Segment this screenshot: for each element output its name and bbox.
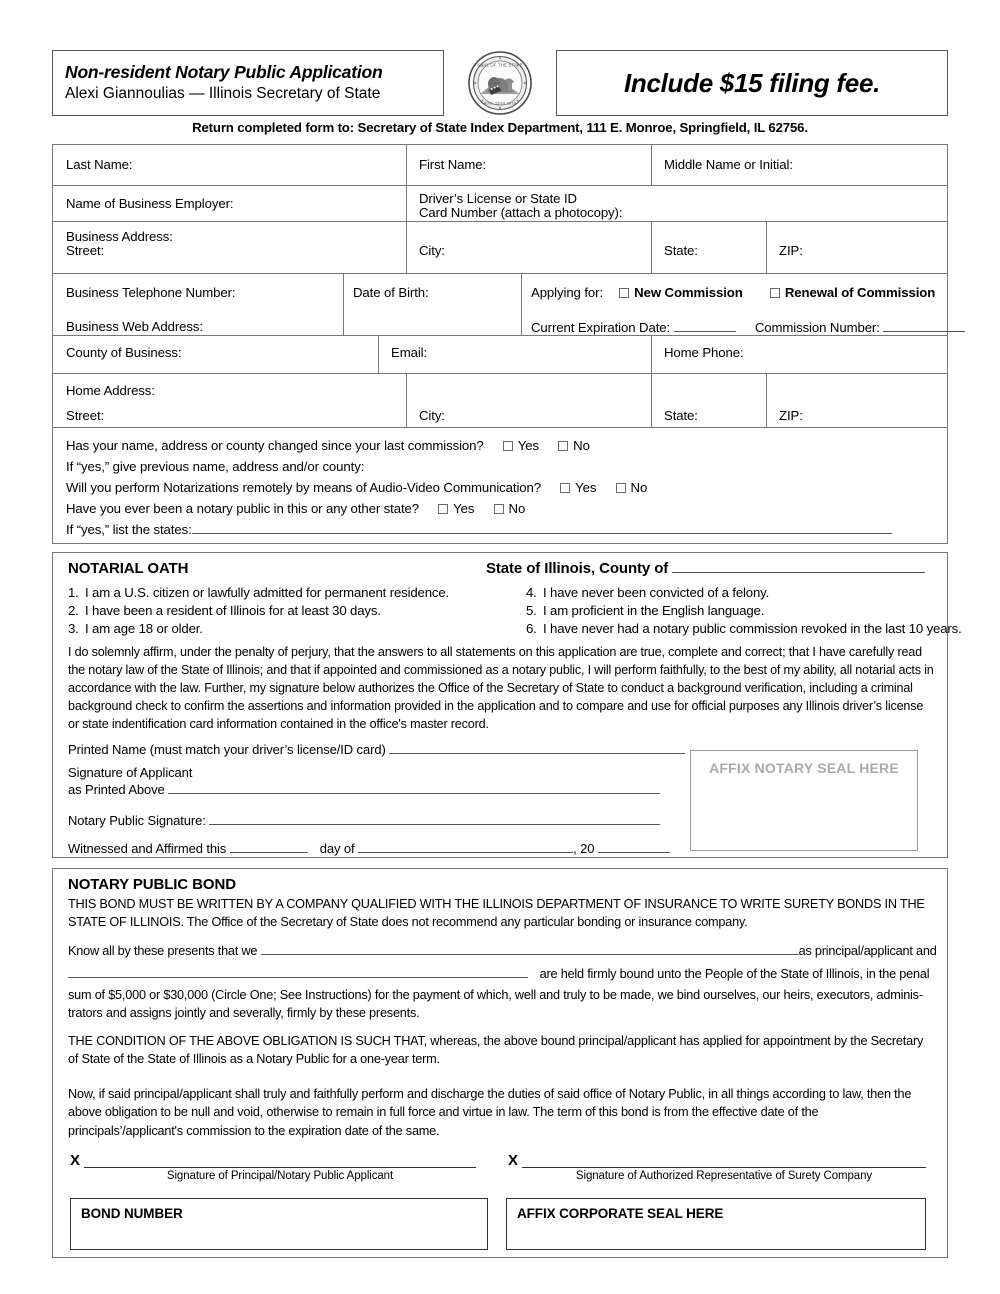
field-label-business-zip: ZIP: [779,243,803,258]
page-title: Non-resident Notary Public Application [65,61,383,82]
applying-for-group [531,285,935,302]
checkbox-renewal-commission[interactable] [770,288,780,298]
question-list-states [66,522,892,539]
bond-number-label: BOND NUMBER [81,1206,183,1221]
field-label-last-name: Last Name: [66,157,133,172]
bond-condition-paragraph: THE CONDITION OF THE ABOVE OBLIGATION IS SUCH THAT, whereas, the above bound principal/applicant has applied for appointment by the Secretary of State of the State of Illinois as a Notary Public for a one-year term. [68,1034,924,1067]
question-remote-notarization [66,480,647,497]
grid-divider [406,145,407,273]
svg-text:AUG. 26TH 1818: AUG. 26TH 1818 [483,101,517,106]
signature-applicant-label-l1: Signature of Applicant [68,765,193,780]
grid-divider [53,185,947,186]
printed-name-label: Printed Name (must match your driver’s license/ID card) [68,742,386,757]
question-remote-text: Will you perform Notarizations remotely by means of Audio-Video Communication? [66,480,541,495]
grid-divider [651,145,652,185]
oath-item-4: 4. I have never been convicted of a felony. [526,585,770,600]
field-label-date-of-birth: Date of Birth: [353,285,429,300]
field-label-county-of-business: County of Business: [66,345,182,360]
caption-principal-signature: Signature of Principal/Notary Public Applicant [166,1170,394,1182]
input-witnessed-year[interactable] [598,842,670,853]
field-label-dl-line2: Card Number (attach a photocopy): [419,205,623,220]
field-label-current-expiration: Current Expiration Date: [531,320,671,335]
oath-item-2: 2. I have been a resident of Illinois for at least 30 days. [68,603,381,618]
field-label-business-phone: Business Telephone Number: [66,285,236,300]
notary-signature-label: Notary Public Signature: [68,813,206,828]
grid-divider [651,373,652,427]
grid-divider [651,335,652,373]
affix-corporate-seal-label: AFFIX CORPORATE SEAL HERE [517,1206,724,1221]
witnessed-prefix-label: Witnessed and Affirmed this [68,841,227,856]
witnessed-year-label: , 20 [573,841,595,856]
input-surety-signature[interactable] [522,1167,926,1168]
applicant-info-section [52,144,948,544]
question-name-changed-followup: If “yes,” give previous name, address and/or county: [66,459,365,474]
checkbox-remote-no[interactable] [616,483,626,493]
bond-know-prefix: Know all by these presents that we [68,944,258,958]
label-yes: Yes [453,501,475,516]
input-notary-signature[interactable] [209,814,660,825]
filing-fee-notice: Include $15 filing fee. [623,67,881,98]
oath-heading: NOTARIAL OATH [68,560,189,577]
checkbox-remote-yes[interactable] [560,483,570,493]
svg-text:SEAL OF THE STATE: SEAL OF THE STATE [477,62,523,68]
x-mark-principal: X [70,1152,81,1169]
printed-name-row [68,742,685,759]
input-commission-number[interactable] [883,321,965,332]
bond-know-all-row [68,942,937,960]
bond-number-box[interactable] [70,1198,488,1250]
label-yes: Yes [575,480,597,495]
question-name-changed [66,438,590,455]
grid-divider [406,373,407,427]
field-label-commission-number: Commission Number: [754,320,880,335]
label-no: No [573,438,590,453]
field-label-business-street: Street: [66,243,105,258]
input-bond-surety-name[interactable] [68,967,528,978]
input-principal-signature[interactable] [84,1167,476,1168]
grid-divider [53,373,947,374]
field-label-business-employer: Name of Business Employer: [66,196,234,211]
bond-bound-row [68,965,934,983]
field-label-home-street: Street: [66,408,105,423]
grid-divider [521,273,522,335]
witnessed-dayof-label: day of [319,841,355,856]
grid-divider [343,273,344,335]
input-printed-name[interactable] [389,743,685,754]
bond-now-if-paragraph: Now, if said principal/applicant shall truly and faithfully perform and discharge the duties of said office of Notary Public, in all things according to law, then the above obligation to be null and void, otherwise to remain in full force and virtue in law. The term of this bond is from the effective date of the principals’/applicant's commission to the expiration date of the same. [68,1087,912,1138]
state-county-label: State of Illinois, County of [486,560,669,577]
field-label-home-address: Home Address: [66,383,155,398]
bond-know-suffix: as principal/applicant and [798,944,937,958]
question-list-states-text: If “yes,” list the states: [66,522,192,537]
input-witnessed-day[interactable] [230,842,308,853]
checkbox-new-commission[interactable] [619,288,629,298]
checkbox-name-changed-no[interactable] [558,441,568,451]
question-ever-notary-text: Have you ever been a notary public in this or any other state? [66,501,420,516]
bond-bound-suffix: are held firmly bound unto the People of the State of Illinois, in the penal [539,967,930,981]
checkbox-name-changed-yes[interactable] [503,441,513,451]
input-applicant-signature[interactable] [168,783,660,794]
grid-divider [53,273,947,274]
field-label-applying-for: Applying for: [531,285,604,300]
illinois-state-seal-icon [444,50,556,116]
x-mark-surety: X [508,1152,519,1169]
label-no: No [630,480,648,495]
oath-item-6: 6. I have never had a notary public commission revoked in the last 10 years. [526,621,962,636]
affix-corporate-seal-box[interactable] [506,1198,926,1250]
oath-item-1: 1. I am a U.S. citizen or lawfully admitted for permanent residence. [68,585,450,600]
input-county[interactable] [672,560,925,573]
grid-divider [651,221,652,273]
question-ever-notary [66,501,525,518]
bond-heading: NOTARY PUBLIC BOND [68,876,236,893]
notary-signature-row [68,813,660,830]
filing-fee-box [556,50,948,116]
checkbox-ever-notary-no[interactable] [494,504,504,514]
oath-item-5: 5. I am proficient in the English language. [526,603,765,618]
form-title-box [52,50,444,116]
field-label-email: Email: [391,345,428,360]
witnessed-affirmed-row [68,841,670,858]
affirmation-paragraph: I do solemnly affirm, under the penalty of perjury, that the answers to all statements on this application are true, complete and correct; that I have carefully read the notary law of the State of Illinois; and that if appointed and commissioned as a notary public, I will perform faithfully, to the best of my ability, all notarial acts in accordance with the law. Further, my signature below authorizes the Office of the Secretary of State to conduct a background verification, including a criminal background check to confirm the assertions and information provided in the application and to compare and use for official purposes any Illinois driver’s license or state indentification card information contained in the office's master record. [68,645,934,731]
label-renewal-commission: Renewal of Commission [784,285,936,300]
grid-divider [378,335,379,373]
input-list-states[interactable] [192,523,892,534]
field-label-business-state: State: [664,243,698,258]
bond-penal-sum-paragraph: sum of $5,000 or $30,000 (Circle One; See Instructions) for the payment of which, well and truly to be made, we bind ourselves, our heirs, executors, adminis-trators and assigns jointly and severally, firmly by these presents. [68,988,923,1021]
return-address-line: Return completed form to: Secretary of State Index Department, 111 E. Monroe, Springfield, IL 62756. [192,120,808,135]
state-county-line [486,560,925,577]
form-subtitle: Alexi Giannoulias — Illinois Secretary of State [65,84,381,102]
signature-applicant-row [68,782,660,799]
label-new-commission: New Commission [634,285,743,300]
oath-item-3: 3. I am age 18 or older. [68,621,203,636]
signature-applicant-label-l2: as Printed Above [68,782,165,797]
field-label-home-city: City: [419,408,445,423]
field-label-home-zip: ZIP: [779,408,803,423]
caption-surety-signature: Signature of Authorized Representative of Surety Company [575,1170,873,1182]
commission-details-group [531,320,965,337]
field-label-first-name: First Name: [419,157,487,172]
field-label-home-state: State: [664,408,698,423]
field-label-dl-line1: Driver’s License or State ID [419,191,577,206]
form-header [52,50,948,116]
field-label-business-city: City: [419,243,445,258]
label-yes: Yes [517,438,539,453]
field-label-business-address: Business Address: [66,229,173,244]
input-witnessed-month[interactable] [358,842,573,853]
checkbox-ever-notary-yes[interactable] [438,504,448,514]
grid-divider [766,221,767,273]
bond-intro-paragraph: THIS BOND MUST BE WRITTEN BY A COMPANY QUALIFIED WITH THE ILLINOIS DEPARTMENT OF INSURANCE TO WRITE SURETY BONDS IN THE STATE OF ILLINOIS. The Office of the Secretary of State does not recommend any particular bonding or insurance company. [68,897,925,930]
input-bond-principal-name[interactable] [261,944,799,955]
affix-notary-seal-box[interactable] [690,750,918,851]
label-no: No [508,501,526,516]
question-name-changed-text: Has your name, address or county changed since your last commission? [66,438,484,453]
grid-divider [766,373,767,427]
affix-notary-seal-label: AFFIX NOTARY SEAL HERE [709,760,899,776]
field-label-business-web: Business Web Address: [66,319,203,334]
input-current-expiration[interactable] [674,321,736,332]
grid-divider [53,427,947,428]
field-label-middle-name: Middle Name or Initial: [664,157,793,172]
field-label-home-phone: Home Phone: [664,345,744,360]
